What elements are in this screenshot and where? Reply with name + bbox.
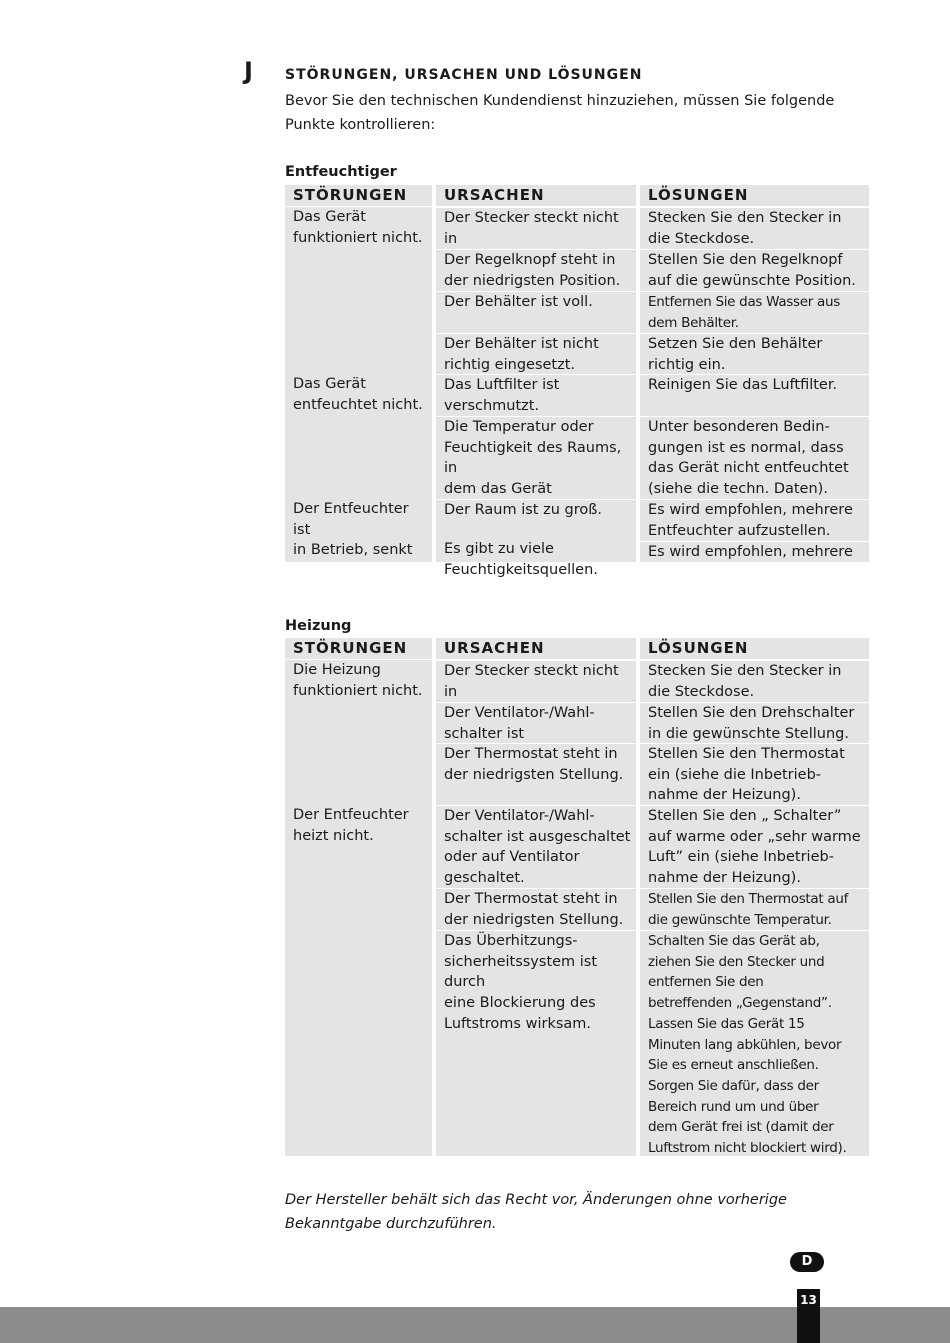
solution-cell: Unter besonderen Bedin- gungen ist es normal, dass das Gerät nicht entfeuchtet (siehe die techn. Daten). (640, 417, 869, 499)
problem-cell: Das Gerät entfeuchtet nicht. (285, 374, 432, 499)
cause-cell-extra: Es gibt zu viele Feuchtigkeitsquellen. (444, 541, 598, 578)
section-title: STÖRUNGEN, URSACHEN UND LÖSUNGEN (285, 67, 643, 83)
solution-cell: Es wird empfohlen, mehrere Entfeuchter aufzustellen. (640, 500, 869, 541)
problem-cell: Die Heizung funktioniert nicht. (285, 660, 432, 805)
header-problems: STÖRUNGEN (285, 638, 432, 659)
solution-cell: Stellen Sie den Regelknopf auf die gewünschte Position. (640, 250, 869, 291)
cause-cell: Der Behälter ist voll. (436, 292, 636, 333)
intro-text: Bevor Sie den technischen Kundendienst hinzuziehen, müssen Sie folgende Punkte kontrollieren: (285, 93, 835, 133)
solution-cell: Stellen Sie den Thermostat ein (siehe die Inbetrieb- nahme der Heizung). (640, 744, 869, 805)
solution-cell: Stecken Sie den Stecker in die Steckdose. (640, 208, 869, 249)
problem-cell: Der Entfeuchter ist in Betrieb, senkt (285, 499, 432, 562)
cause-cell: Das Luftfilter ist verschmutzt. (436, 375, 636, 416)
solution-cell: Reinigen Sie das Luftfilter. (640, 375, 869, 416)
cause-cell: Der Raum ist zu groß. (436, 500, 636, 562)
cause-cell: Der Regelknopf steht in der niedrigsten Position. (436, 250, 636, 291)
solution-cell: Stellen Sie den „ Schalter” auf warme oder „sehr warme Luft” ein (siehe Inbetrieb- nahme der Heizung). (640, 806, 869, 888)
troubleshooting-table-dehumidifier (285, 185, 869, 562)
cause-cell: Die Temperatur oder Feuchtigkeit des Raums, in dem das Gerät (436, 417, 636, 499)
cause-cell: Der Thermostat steht in der niedrigsten Stellung. (436, 744, 636, 805)
header-problems: STÖRUNGEN (285, 185, 432, 206)
cause-cell: Der Thermostat steht in der niedrigsten Stellung. (436, 889, 636, 930)
table-title-dehumidifier: Entfeuchtiger (285, 164, 397, 180)
solution-cell: Stellen Sie den Thermostat auf die gewünschte Temperatur. (640, 889, 869, 930)
cause-cell: Das Überhitzungs- sicherheitssystem ist durch eine Blockierung des Luftstroms wirksam. (436, 931, 636, 1156)
section-letter: J (244, 57, 253, 85)
solution-cell: Schalten Sie das Gerät ab, ziehen Sie den Stecker und entfernen Sie den betreffenden „Gegenstand”. Lassen Sie das Gerät 15 Minuten lang abkühlen, bevor Sie es erneut anschließen. Sorgen Sie dafür, dass der Bereich rund um und über dem Gerät frei ist (damit der Luftstrom nicht blockiert wird). (640, 931, 869, 1156)
header-solutions: LÖSUNGEN (640, 185, 869, 206)
cause-cell: Der Ventilator-/Wahl- schalter ist ausgeschaltet oder auf Ventilator geschaltet. (436, 806, 636, 888)
solution-cell: Setzen Sie den Behälter richtig ein. (640, 334, 869, 374)
solution-cell: Entfernen Sie das Wasser aus dem Behälter. (640, 292, 869, 333)
troubleshooting-table-heating (285, 638, 869, 1156)
header-causes: URSACHEN (436, 185, 636, 206)
cause-cell: Der Ventilator-/Wahl- schalter ist (436, 703, 636, 743)
cause-cell: Der Stecker steckt nicht in (436, 208, 636, 249)
solution-cell: Stellen Sie den Drehschalter in die gewünschte Stellung. (640, 703, 869, 743)
language-badge: D (790, 1252, 824, 1272)
header-causes: URSACHEN (436, 638, 636, 659)
header-solutions: LÖSUNGEN (640, 638, 869, 659)
disclaimer-note: Der Hersteller behält sich das Recht vor, Änderungen ohne vorherige Bekanntgabe durchzuführen. (285, 1192, 787, 1232)
problem-cell: Das Gerät funktioniert nicht. (285, 207, 432, 374)
table-title-heating: Heizung (285, 618, 352, 634)
problem-cell: Der Entfeuchter heizt nicht. (285, 805, 432, 1156)
cause-cell: Der Stecker steckt nicht in (436, 661, 636, 702)
page-number: 13 (797, 1289, 820, 1343)
cause-cell: Der Behälter ist nicht richtig eingesetzt. (436, 334, 636, 374)
solution-cell: Stecken Sie den Stecker in die Steckdose. (640, 661, 869, 702)
solution-cell: Es wird empfohlen, mehrere (640, 542, 869, 562)
